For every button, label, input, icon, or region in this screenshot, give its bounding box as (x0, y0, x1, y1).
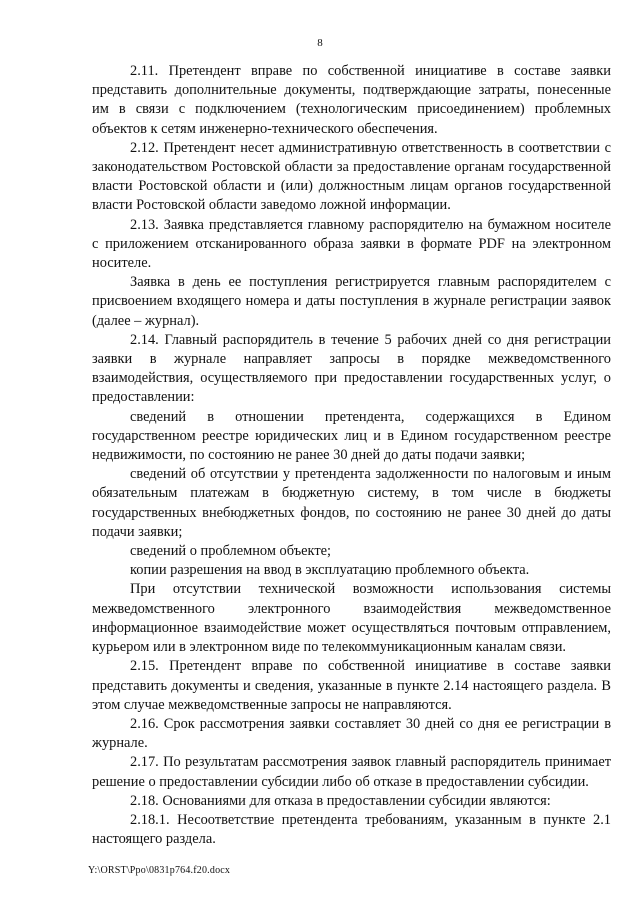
paragraph-registration: Заявка в день ее поступления регистрируется главным распорядителем с присвоением входящего номера и даты поступления в журнале регистрации заявок (далее – журнал). (92, 274, 611, 329)
list-item-object-info: сведений о проблемном объекте; (130, 543, 332, 560)
paragraph-2-15: 2.15. Претендент вправе по собственной инициативе в составе заявки представить документы и сведения, указанные в пункте 2.14 настоящего раздела. В этом случае межведомственные запросы не направляются. (92, 658, 611, 713)
paragraph-2-16: 2.16. Срок рассмотрения заявки составляет 30 дней со дня ее регистрации в журнале. (92, 715, 611, 752)
paragraph-2-14: 2.14. Главный распорядитель в течение 5 рабочих дней со дня регистрации заявки в журнале направляет запросы в порядке межведомственного взаимодействия, осуществляемого при предоставлении государственных услуг, о предоставлении: (92, 331, 611, 406)
footer-file-path: Y:\ORST\Ppo\0831p764.f20.docx (88, 865, 231, 876)
paragraph-no-technical-possibility: При отсутствии технической возможности использования системы межведомственного электронного взаимодействия межведомственное информационное взаимодействие может осуществляться почтовым отправлением, курьером или в электронном виде по телекоммуникационным каналам связи. (92, 581, 611, 656)
list-item-tax-debt-info: сведений об отсутствии у претендента задолженности по налоговым и иным обязательным платежам в бюджетную систему, в том числе в бюджеты государственных внебюджетных фондов, по состоянию не ранее 30 дней до даты подачи заявки; (92, 466, 611, 540)
list-item-registry-info: сведений в отношении претендента, содержащихся в Едином государственном реестре юридических лиц и в Едином государственном реестре недвижимости, по состоянию не ранее 30 дней до даты подачи заявки; (92, 408, 611, 464)
paragraph-2-18-1: 2.18.1. Несоответствие претендента требованиям, указанным в пункте 2.1 настоящего раздела. (92, 811, 611, 848)
paragraph-2-12: 2.12. Претендент несет административную ответственность в соответствии с законодательством Ростовской области за предоставление органам государственной власти Ростовской области и (или) должностным лицам органов государственной власти Ростовской области заведомо ложной информации. (92, 139, 611, 214)
document-body (92, 62, 611, 849)
list-item-permit-copy: копии разрешения на ввод в эксплуатацию проблемного объекта. (130, 562, 530, 579)
paragraph-2-18: 2.18. Основаниями для отказа в предоставлении субсидии являются: (130, 792, 551, 809)
page-number: 8 (317, 37, 323, 49)
paragraph-2-13: 2.13. Заявка представляется главному распорядителю на бумажном носителе с приложением отсканированного образа заявки в формате PDF на электронном носителе. (92, 216, 611, 272)
paragraph-2-11: 2.11. Претендент вправе по собственной инициативе в составе заявки представить дополнительные документы, подтверждающие затраты, понесенные им в связи с подключением (технологическим присоединением) проблемных объектов к сетям инженерно-технического обеспечения. (92, 63, 611, 137)
paragraph-2-17: 2.17. По результатам рассмотрения заявок главный распорядитель принимает решение о предоставлении субсидии либо об отказе в предоставлении субсидии. (92, 754, 611, 790)
